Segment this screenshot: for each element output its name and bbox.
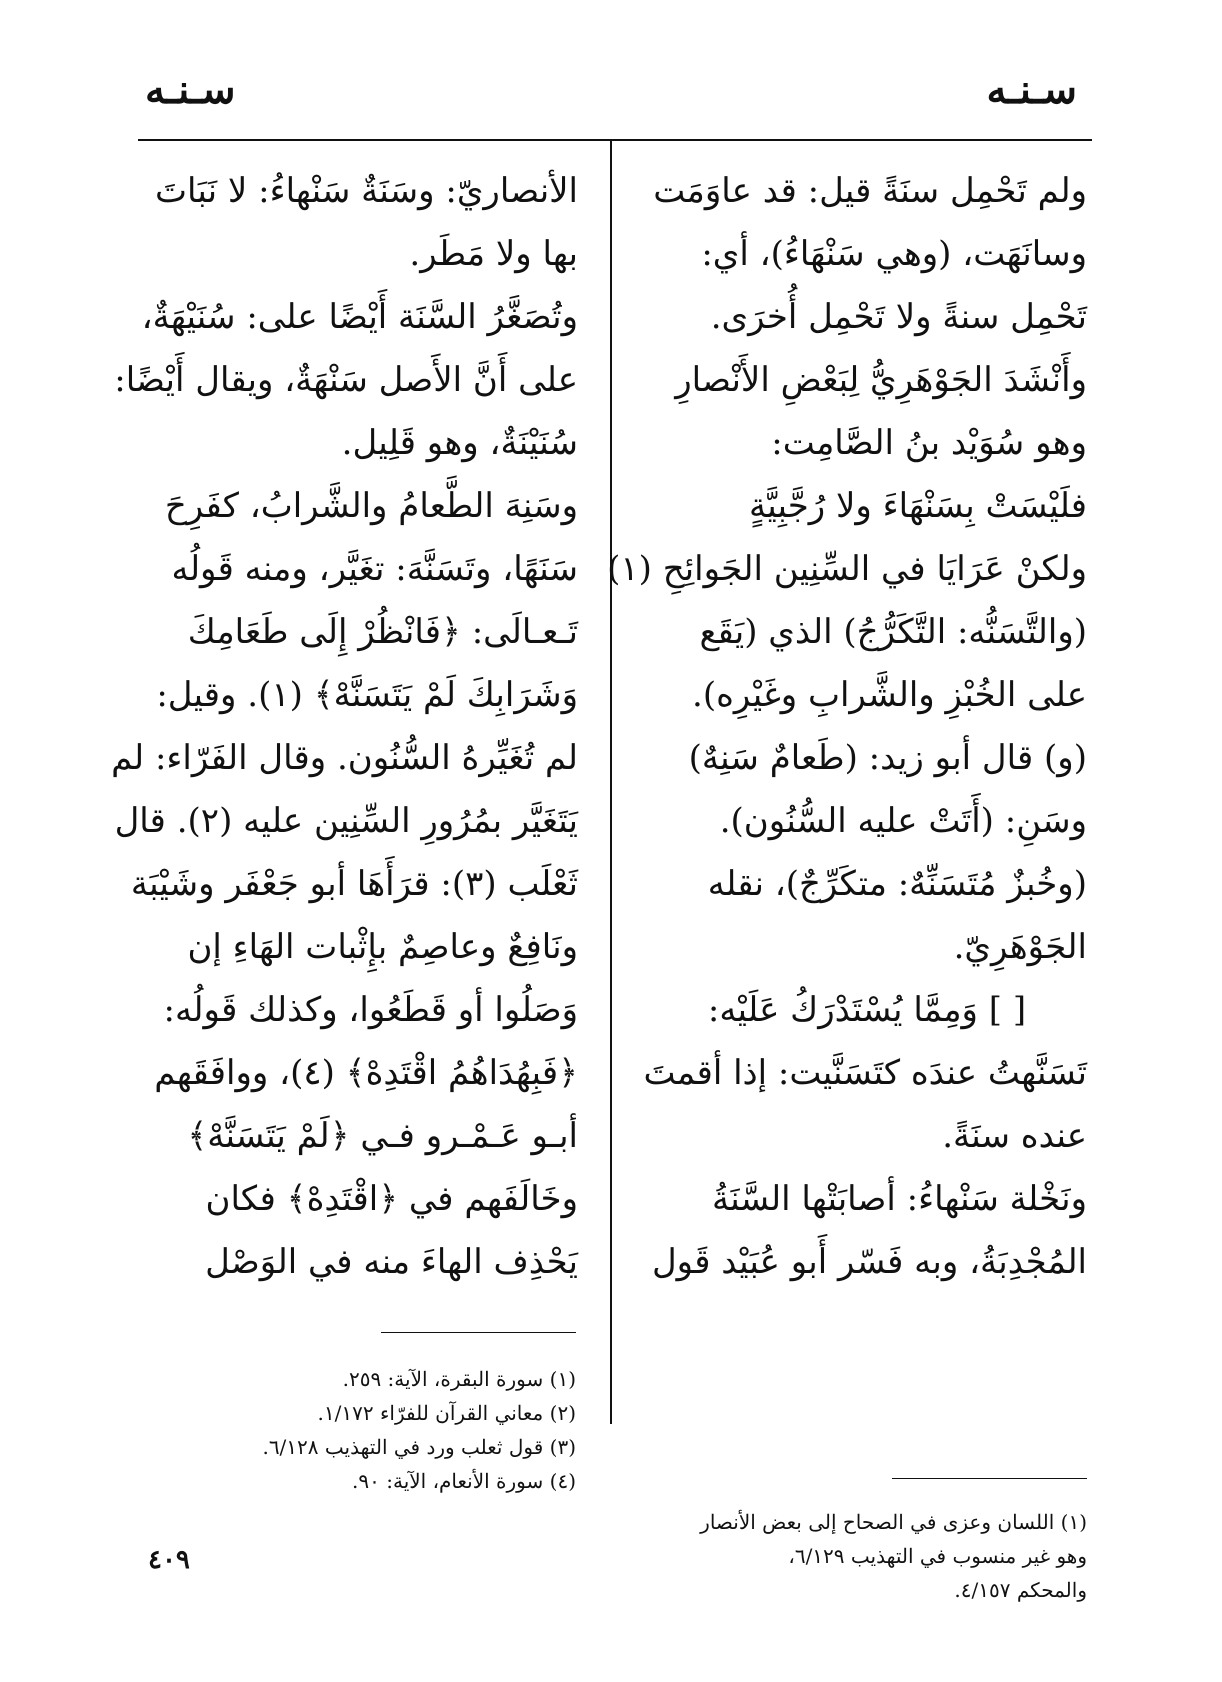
right-column — [607, 160, 1087, 1294]
verse-line: ولكنْ عَرَايَا في السِّنِين الجَوائِحِ (١) — [607, 549, 1087, 589]
left-column-text — [111, 160, 578, 1294]
footnote-line: (٤) سورة الأنعام، الآية: ٩٠. — [352, 1469, 576, 1493]
running-header-right: سـنـه — [986, 66, 1077, 113]
footnotes-left — [136, 1362, 576, 1498]
text-line: وأَنْشَدَ الجَوْهَرِيُّ لِبَعْضِ الأَنْصارِ — [675, 360, 1087, 400]
page-number: ٤٠٩ — [148, 1545, 190, 1575]
text-line: وسَنِهَ الطَّعامُ والشَّرابُ، كفَرِحَ — [164, 486, 578, 526]
text-line: ﴿فَبِهُدَاهُمُ اقْتَدِهْ﴾ (٤)، ووافَقَهم — [154, 1053, 578, 1093]
text-line: يَحْذِف الهاءَ منه في الوَصْل — [205, 1242, 578, 1282]
text-line: الجَوْهَرِيّ. — [953, 927, 1087, 967]
footnotes-right — [632, 1505, 1087, 1607]
text-line: وَشَرَابِكَ لَمْ يَتَسَنَّهْ﴾ (١). وقيل: — [156, 675, 578, 715]
text-line: وخَالَفَهم في ﴿اقْتَدِهْ﴾ فكان — [205, 1179, 578, 1219]
text-line: وتُصَغَّرُ السَّنَة أَيْضًا على: سُنَيْهَةٌ، — [141, 297, 578, 337]
text-line: على الخُبْزِ والشَّرابِ وغَيْرِه). — [692, 675, 1087, 715]
footnote-line: وهو غير منسوب في التهذيب ٦/١٢٩، — [788, 1544, 1087, 1568]
header-rule — [138, 139, 1092, 141]
text-line: ثَعْلَب (٣): قرَأَهَا أبو جَعْفَر وشَيْبَة — [130, 864, 578, 904]
text-line: ونَخْلة سَنْهاءُ: أصابَتْها السَّنَةُ — [711, 1179, 1087, 1219]
footnote-line: (١) سورة البقرة، الآية: ٢٥٩. — [342, 1367, 576, 1391]
text-line: (و) قال أبو زيد: (طَعامٌ سَنِهٌ) — [688, 738, 1087, 778]
footnote-line: (٢) معاني القرآن للفرّاء ١/١٧٢. — [317, 1401, 576, 1425]
footnote-rule-left — [381, 1332, 576, 1333]
text-line: (والتَّسَنُّه: التَّكَرُّجُ) الذي (يَقَع — [699, 612, 1087, 652]
text-line: وهو سُوَيْد بنُ الصَّامِت: — [771, 423, 1087, 463]
text-line: سُنَيْنَةٌ، وهو قَلِيل. — [341, 423, 578, 463]
text-line: أبـو عَـمْـرو فـي ﴿لَمْ يَتَسَنَّهْ﴾ — [187, 1116, 578, 1156]
right-column-text — [607, 160, 1087, 1294]
text-line: وَصَلُوا أو قَطَعُوا، وكذلك قَولُه: — [163, 990, 578, 1030]
text-line: ولم تَحْمِل سنَةً قيل: قد عاوَمَت — [653, 171, 1087, 211]
footnote-rule-right — [892, 1478, 1087, 1479]
column-divider — [610, 139, 612, 1424]
text-line: تَسَنَّهتُ عندَه كتَسَنَّيت: إذا أقمتَ — [643, 1053, 1087, 1093]
left-column — [111, 160, 578, 1294]
text-line: سَنَهًا، وتَسَنَّهَ: تغَيَّر، ومنه قَولُه — [171, 549, 578, 589]
text-line: (وخُبزٌ مُتَسَنِّهٌ: متكَرِّجٌ)، نقله — [707, 864, 1087, 904]
text-line: وسَنِ: (أَتَتْ عليه السُّنُون). — [719, 801, 1087, 841]
text-line: عنده سنَةً. — [942, 1116, 1087, 1156]
verse-line: فلَيْسَتْ بِسَنْهَاءَ ولا رُجَّبِيَّةٍ — [749, 486, 1087, 526]
text-line: تَحْمِل سنةً ولا تَحْمِل أُخرَى. — [710, 297, 1087, 337]
text-line: تَـعـالَى: ﴿فَانْظُرْ إِلَى طَعَامِكَ — [187, 612, 578, 652]
text-line: يَتَغَيَّر بمُرُورِ السِّنِين عليه (٢). قال — [114, 801, 578, 841]
section-heading: [ ] وَمِمَّا يُسْتَدْرَكُ عَلَيْه: — [707, 990, 1027, 1030]
footnote-line: (٣) قول ثعلب ورد في التهذيب ٦/١٢٨. — [262, 1435, 576, 1459]
text-line: المُجْدِبَةُ، وبه فَسّر أَبو عُبَيْد قَول — [651, 1242, 1087, 1282]
footnote-line: (١) اللسان وعزى في الصحاح إلى بعض الأنصار — [700, 1510, 1087, 1534]
text-line: وسانَهَت، (وهي سَنْهَاءُ)، أي: — [701, 234, 1087, 274]
text-line: ونَافِعٌ وعاصِمٌ بإِثْبات الهَاءِ إن — [187, 927, 578, 967]
text-line: على أَنَّ الأَصل سَنْهَةٌ، ويقال أَيْضًا: — [114, 360, 578, 400]
text-line: الأنصاريّ: وسَنَةٌ سَنْهاءُ: لا نَبَاتَ — [155, 171, 578, 211]
footnote-line: والمحكم ٤/١٥٧. — [954, 1578, 1087, 1602]
text-line: بها ولا مَطَر. — [409, 234, 578, 274]
running-header-left: سـنـه — [145, 66, 236, 113]
text-line: لم تُغَيِّرهُ السُّنُون. وقال الفَرّاء: لم — [111, 738, 578, 778]
